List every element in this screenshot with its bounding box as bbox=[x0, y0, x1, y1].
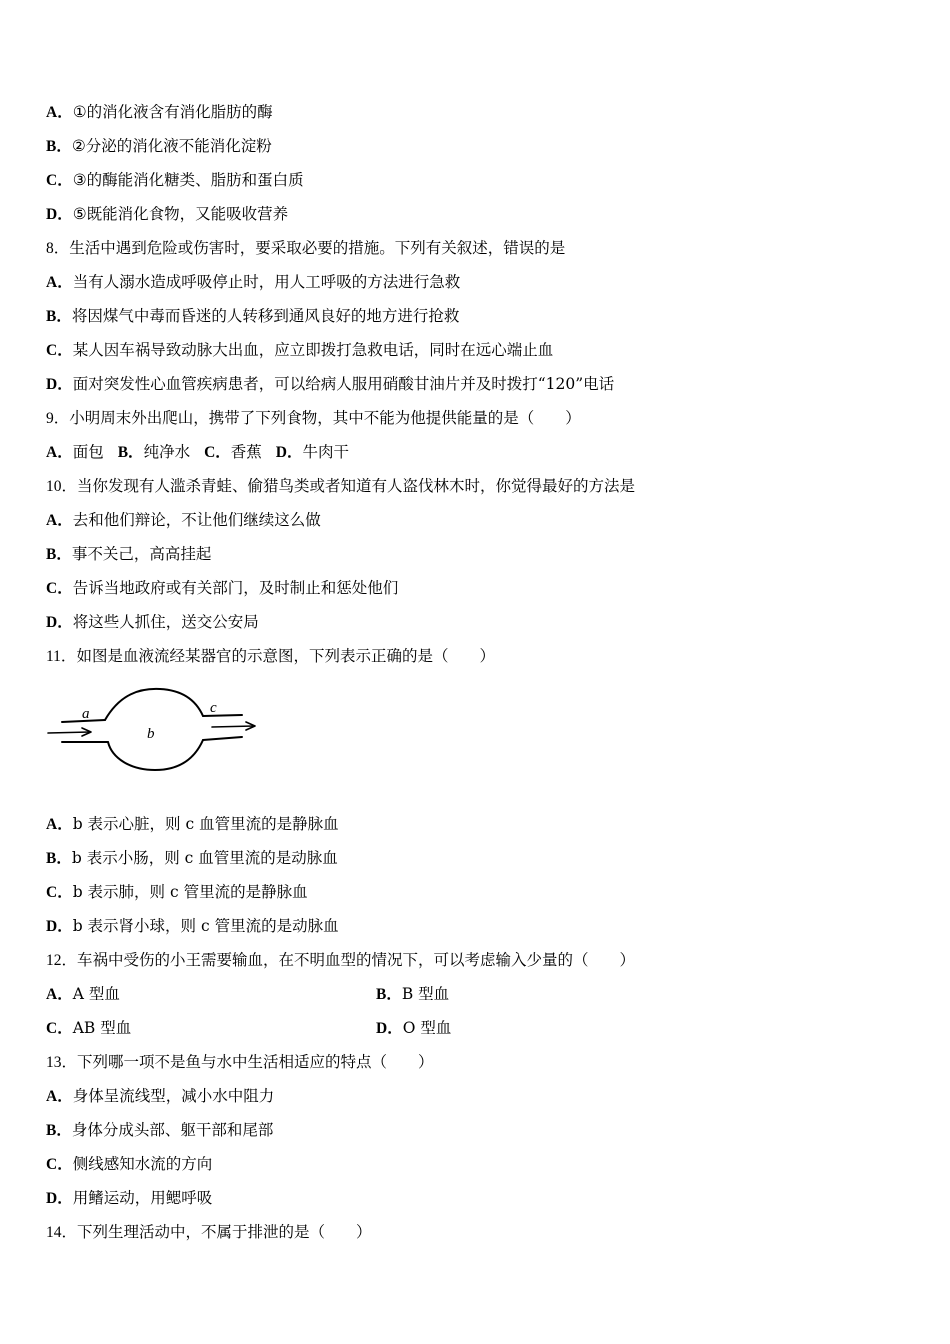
option-letter: B． bbox=[46, 138, 72, 155]
label-c: c bbox=[210, 700, 217, 716]
option-letter: D． bbox=[46, 1190, 73, 1207]
option-letter: B． bbox=[46, 850, 72, 867]
question-number: 12． bbox=[46, 952, 78, 969]
option-letter: C． bbox=[204, 444, 231, 461]
option-text: ①的消化液含有消化脂肪的酶 bbox=[72, 103, 273, 121]
option-text: 身体分成头部、躯干部和尾部 bbox=[71, 1121, 274, 1139]
q9-option-b bbox=[118, 443, 190, 461]
question-number: 10． bbox=[46, 478, 78, 495]
q11-stem bbox=[46, 646, 495, 667]
option-text: 纯净水 bbox=[143, 443, 191, 461]
option-letter: B． bbox=[46, 308, 72, 325]
option-letter: C． bbox=[46, 342, 73, 359]
q12-option-a bbox=[46, 984, 120, 1005]
option-text: B 型血 bbox=[401, 985, 450, 1003]
option-letter: C． bbox=[46, 1020, 73, 1037]
option-text: 香蕉 bbox=[230, 443, 262, 461]
option-text: 某人因车祸导致动脉大出血，应立即拨打急救电话，同时在远心端止血 bbox=[72, 341, 554, 359]
option-text: 将因煤气中毒而昏迷的人转移到通风良好的地方进行抢救 bbox=[71, 307, 460, 325]
option-text: ⑤既能消化食物，又能吸收营养 bbox=[72, 205, 289, 223]
q7-option-c bbox=[46, 170, 304, 191]
option-letter: A． bbox=[46, 274, 73, 291]
option-text: 去和他们辩论，不让他们继续这么做 bbox=[72, 511, 321, 529]
q13-stem bbox=[46, 1052, 434, 1073]
q10-stem bbox=[46, 476, 635, 497]
option-letter: A． bbox=[46, 816, 73, 833]
q10-option-b bbox=[46, 544, 211, 565]
option-letter: C． bbox=[46, 1156, 73, 1173]
q9-option-c bbox=[204, 443, 262, 461]
option-text: AB 型血 bbox=[72, 1019, 132, 1037]
option-letter: A． bbox=[46, 104, 73, 121]
question-text: 小明周末外出爬山，携带了下列食物，其中不能为他提供能量的是（ ） bbox=[69, 409, 581, 427]
q11-option-c bbox=[46, 882, 308, 903]
q7-option-b bbox=[46, 136, 272, 157]
q8-option-b bbox=[46, 306, 459, 327]
option-text: 牛肉干 bbox=[302, 443, 350, 461]
outlet-vessel-lower-wall bbox=[203, 737, 242, 740]
q11-option-d bbox=[46, 916, 339, 937]
q8-stem bbox=[46, 238, 565, 259]
option-text: ②分泌的消化液不能消化淀粉 bbox=[71, 137, 272, 155]
option-text: b 表示心脏，则 c 血管里流的是静脉血 bbox=[72, 815, 339, 833]
q13-option-b bbox=[46, 1120, 273, 1141]
option-letter: B． bbox=[376, 986, 402, 1003]
option-letter: D． bbox=[376, 1020, 403, 1037]
q12-option-d bbox=[376, 1018, 451, 1039]
option-text: 告诉当地政府或有关部门，及时制止和惩处他们 bbox=[72, 579, 399, 597]
q8-option-d bbox=[46, 374, 614, 395]
option-text: 面包 bbox=[72, 443, 104, 461]
option-letter: C． bbox=[46, 172, 73, 189]
label-a: a bbox=[82, 706, 90, 722]
outlet-vessel-upper-wall bbox=[203, 715, 242, 716]
question-number: 11． bbox=[46, 648, 77, 665]
q14-stem bbox=[46, 1222, 372, 1243]
q11-option-b bbox=[46, 848, 338, 869]
q8-option-c bbox=[46, 340, 553, 361]
organ-outline-top bbox=[105, 689, 203, 720]
option-letter: D． bbox=[46, 206, 73, 223]
option-letter: B． bbox=[46, 1122, 72, 1139]
option-text: b 表示肺，则 c 管里流的是静脉血 bbox=[72, 883, 308, 901]
option-text: 用鳍运动，用鳃呼吸 bbox=[72, 1189, 213, 1207]
option-text: 侧线感知水流的方向 bbox=[72, 1155, 213, 1173]
option-letter: A． bbox=[46, 986, 73, 1003]
q10-option-d bbox=[46, 612, 259, 633]
question-number: 8． bbox=[46, 240, 70, 257]
q10-option-c bbox=[46, 578, 398, 599]
option-letter: A． bbox=[46, 444, 73, 461]
q9-options bbox=[46, 442, 363, 463]
q10-option-a bbox=[46, 510, 321, 531]
question-text: 下列生理活动中，不属于排泄的是（ ） bbox=[77, 1223, 372, 1241]
option-text: 将这些人抓住，送交公安局 bbox=[72, 613, 259, 631]
q13-option-d bbox=[46, 1188, 212, 1209]
q13-option-c bbox=[46, 1154, 212, 1175]
question-number: 9． bbox=[46, 410, 70, 427]
option-letter: D． bbox=[46, 614, 73, 631]
inflow-arrow-shaft bbox=[48, 732, 90, 733]
option-text: b 表示小肠，则 c 血管里流的是动脉血 bbox=[71, 849, 338, 867]
q9-option-d bbox=[276, 443, 349, 461]
option-letter: D． bbox=[46, 918, 73, 935]
q11-option-a bbox=[46, 814, 339, 835]
question-text: 车祸中受伤的小王需要输血，在不明血型的情况下，可以考虑输入少量的（ ） bbox=[77, 951, 636, 969]
outflow-arrow-shaft bbox=[212, 726, 254, 727]
option-letter: B． bbox=[46, 546, 72, 563]
q12-option-b bbox=[376, 984, 449, 1005]
q12-option-c bbox=[46, 1018, 131, 1039]
option-text: 面对突发性心血管疾病患者，可以给病人服用硝酸甘油片并及时拨打“120”电话 bbox=[72, 375, 615, 393]
blood-flow-organ-diagram bbox=[40, 686, 270, 781]
question-text: 生活中遇到危险或伤害时，要采取必要的措施。下列有关叙述，错误的是 bbox=[69, 239, 566, 257]
option-letter: C． bbox=[46, 580, 73, 597]
question-text: 下列哪一项不是鱼与水中生活相适应的特点（ ） bbox=[77, 1053, 434, 1071]
option-letter: A． bbox=[46, 1088, 73, 1105]
question-number: 13． bbox=[46, 1054, 78, 1071]
option-letter: D． bbox=[275, 444, 303, 461]
option-letter: C． bbox=[46, 884, 73, 901]
option-text: 当有人溺水造成呼吸停止时，用人工呼吸的方法进行急救 bbox=[72, 273, 461, 291]
label-b: b bbox=[147, 726, 155, 742]
question-text: 如图是血液流经某器官的示意图，下列表示正确的是（ ） bbox=[76, 647, 495, 665]
option-letter: A． bbox=[46, 512, 73, 529]
option-text: 事不关己，高高挂起 bbox=[71, 545, 212, 563]
q7-option-a bbox=[46, 102, 273, 123]
organ-outline-bottom bbox=[108, 740, 203, 770]
option-text: A 型血 bbox=[72, 985, 120, 1003]
question-number: 14． bbox=[46, 1224, 78, 1241]
option-text: ③的酶能消化糖类、脂肪和蛋白质 bbox=[72, 171, 304, 189]
q9-stem bbox=[46, 408, 581, 429]
option-text: b 表示肾小球，则 c 管里流的是动脉血 bbox=[72, 917, 339, 935]
q13-option-a bbox=[46, 1086, 274, 1107]
question-text: 当你发现有人滥杀青蛙、偷猎鸟类或者知道有人盗伐林木时，你觉得最好的方法是 bbox=[77, 477, 636, 495]
option-text: 身体呈流线型，减小水中阻力 bbox=[72, 1087, 275, 1105]
q12-stem bbox=[46, 950, 635, 971]
q9-option-a bbox=[46, 443, 104, 461]
q8-option-a bbox=[46, 272, 460, 293]
q7-option-d bbox=[46, 204, 288, 225]
option-letter: B． bbox=[117, 444, 144, 461]
option-letter: D． bbox=[46, 376, 73, 393]
option-text: O 型血 bbox=[402, 1019, 452, 1037]
